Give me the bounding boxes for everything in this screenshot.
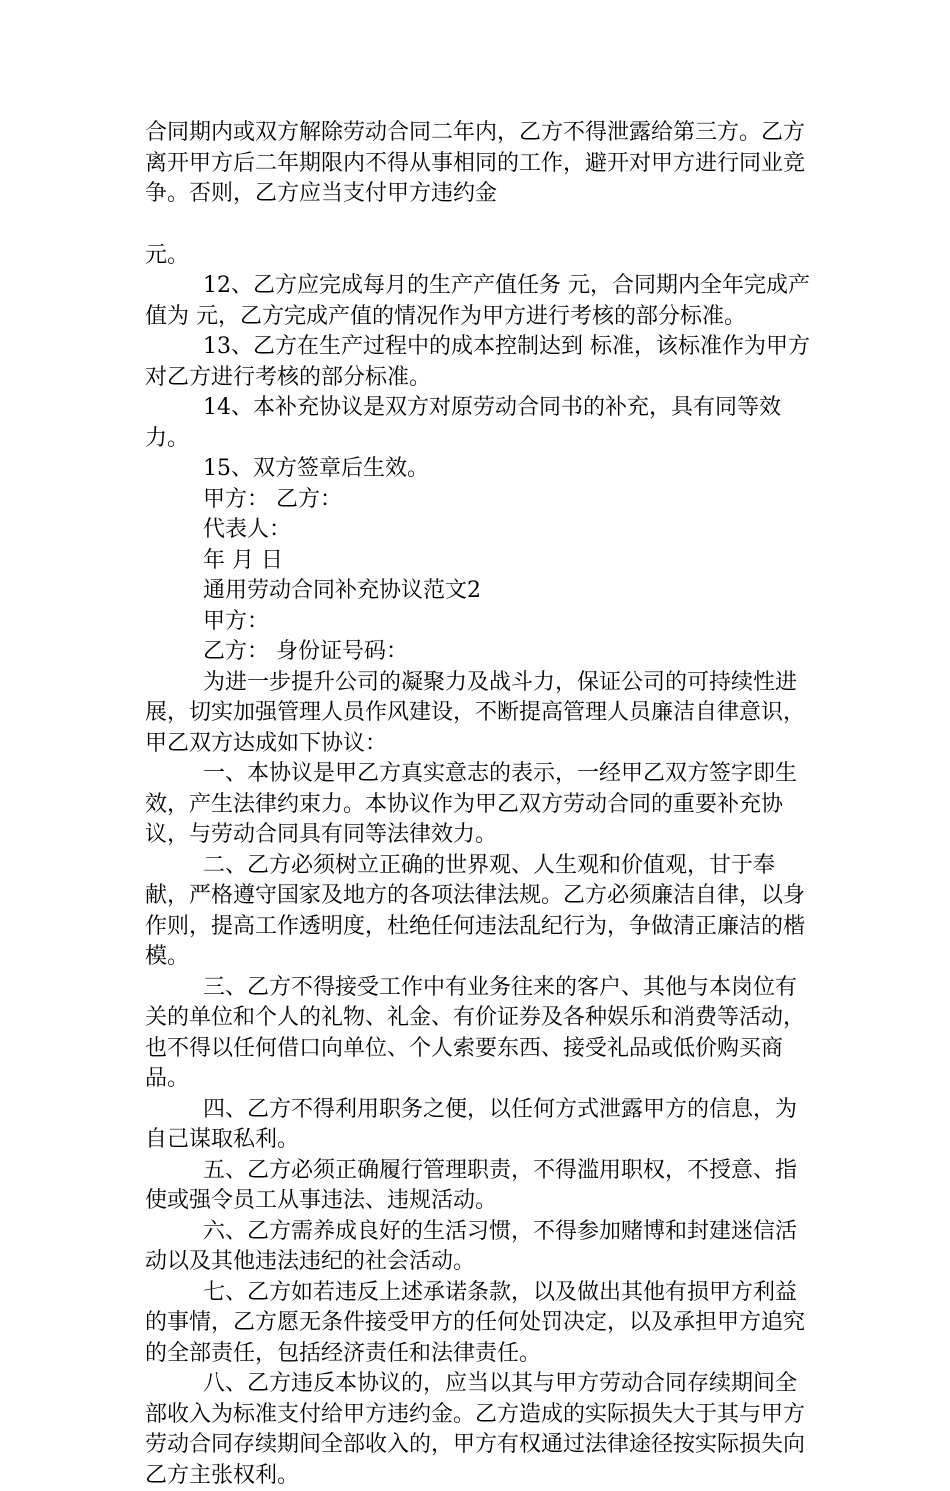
article-5: 五、乙方必须正确履行管理职责，不得滥用职权，不授意、指使或强令员工从事违法、违规活动。 [145,1157,798,1213]
party-a: 甲方： [203,608,270,634]
party-b-id: 乙方： 身份证号码： [203,639,408,664]
paragraph-penalty-unit: 元。 [145,242,190,268]
article-7: 七、乙方如若违反上述承诺条款，以及做出其他有损甲方利益的事情，乙方愿无条件接受甲方的任何处罚决定，以及承担甲方追究的全部责任，包括经济责任和法律责任。 [145,1279,806,1366]
clause-14: 14、本补充协议是双方对原劳动合同书的补充，具有同等效力。 [145,395,781,451]
clause-15: 15、双方签章后生效。 [203,456,429,481]
article-3: 三、乙方不得接受工作中有业务往来的客户、其他与本岗位有关的单位和个人的礼物、礼金、有价证券及各种娱乐和消费等活动，也不得以任何借口向单位、个人索要东西、接受礼品或低价购买商品。 [145,974,806,1091]
clause-12: 12、乙方应完成每月的生产产值任务 元，合同期内全年完成产值为 元，乙方完成产值的情况作为甲方进行考核的部分标准。 [145,273,810,329]
section-title: 通用劳动合同补充协议范文2 [203,578,481,603]
article-8: 八、乙方违反本协议的，应当以其与甲方劳动合同存续期间全部收入为标准支付给甲方违约金。乙方造成的实际损失大于其与甲方劳动合同存续期间全部收入的，甲方有权通过法律途径按实际损失向乙方主张权利。 [145,1371,806,1488]
preamble: 为进一步提升公司的凝聚力及战斗力，保证公司的可持续性进展，切实加强管理人员作风建设，不断提高管理人员廉洁自律意识，甲乙双方达成如下协议： [145,669,806,756]
article-1: 一、本协议是甲乙方真实意志的表示，一经甲乙双方签字即生效，产生法律约束力。本协议作为甲乙双方劳动合同的重要补充协议，与劳动合同具有同等法律效力。 [145,761,798,847]
paragraph-noncompete: 合同期内或双方解除劳动合同二年内，乙方不得泄露给第三方。乙方离开甲方后二年期限内不得从事相同的工作，避开对甲方进行同业竞争。否则，乙方应当支付甲方违约金 [145,120,806,206]
signature-date: 年 月 日 [203,547,283,573]
article-6: 六、乙方需养成良好的生活习惯，不得参加赌博和封建迷信活动以及其他违法违纪的社会活动。 [145,1218,798,1274]
signature-parties: 甲方： 乙方： [203,486,342,512]
article-2: 二、乙方必须树立正确的世界观、人生观和价值观，甘于奉献，严格遵守国家及地方的各项法律法规。乙方必须廉洁自律，以身作则，提高工作透明度，杜绝任何违法乱纪行为，争做清正廉洁的楷模。 [145,852,806,969]
document-body [145,118,810,1491]
signature-representative: 代表人： [203,517,292,542]
clause-13: 13、乙方在生产过程中的成本控制达到 标准，该标准作为甲方对乙方进行考核的部分标准。 [145,334,810,390]
article-4: 四、乙方不得利用职务之便，以任何方式泄露甲方的信息，为自己谋取私利。 [145,1096,798,1152]
